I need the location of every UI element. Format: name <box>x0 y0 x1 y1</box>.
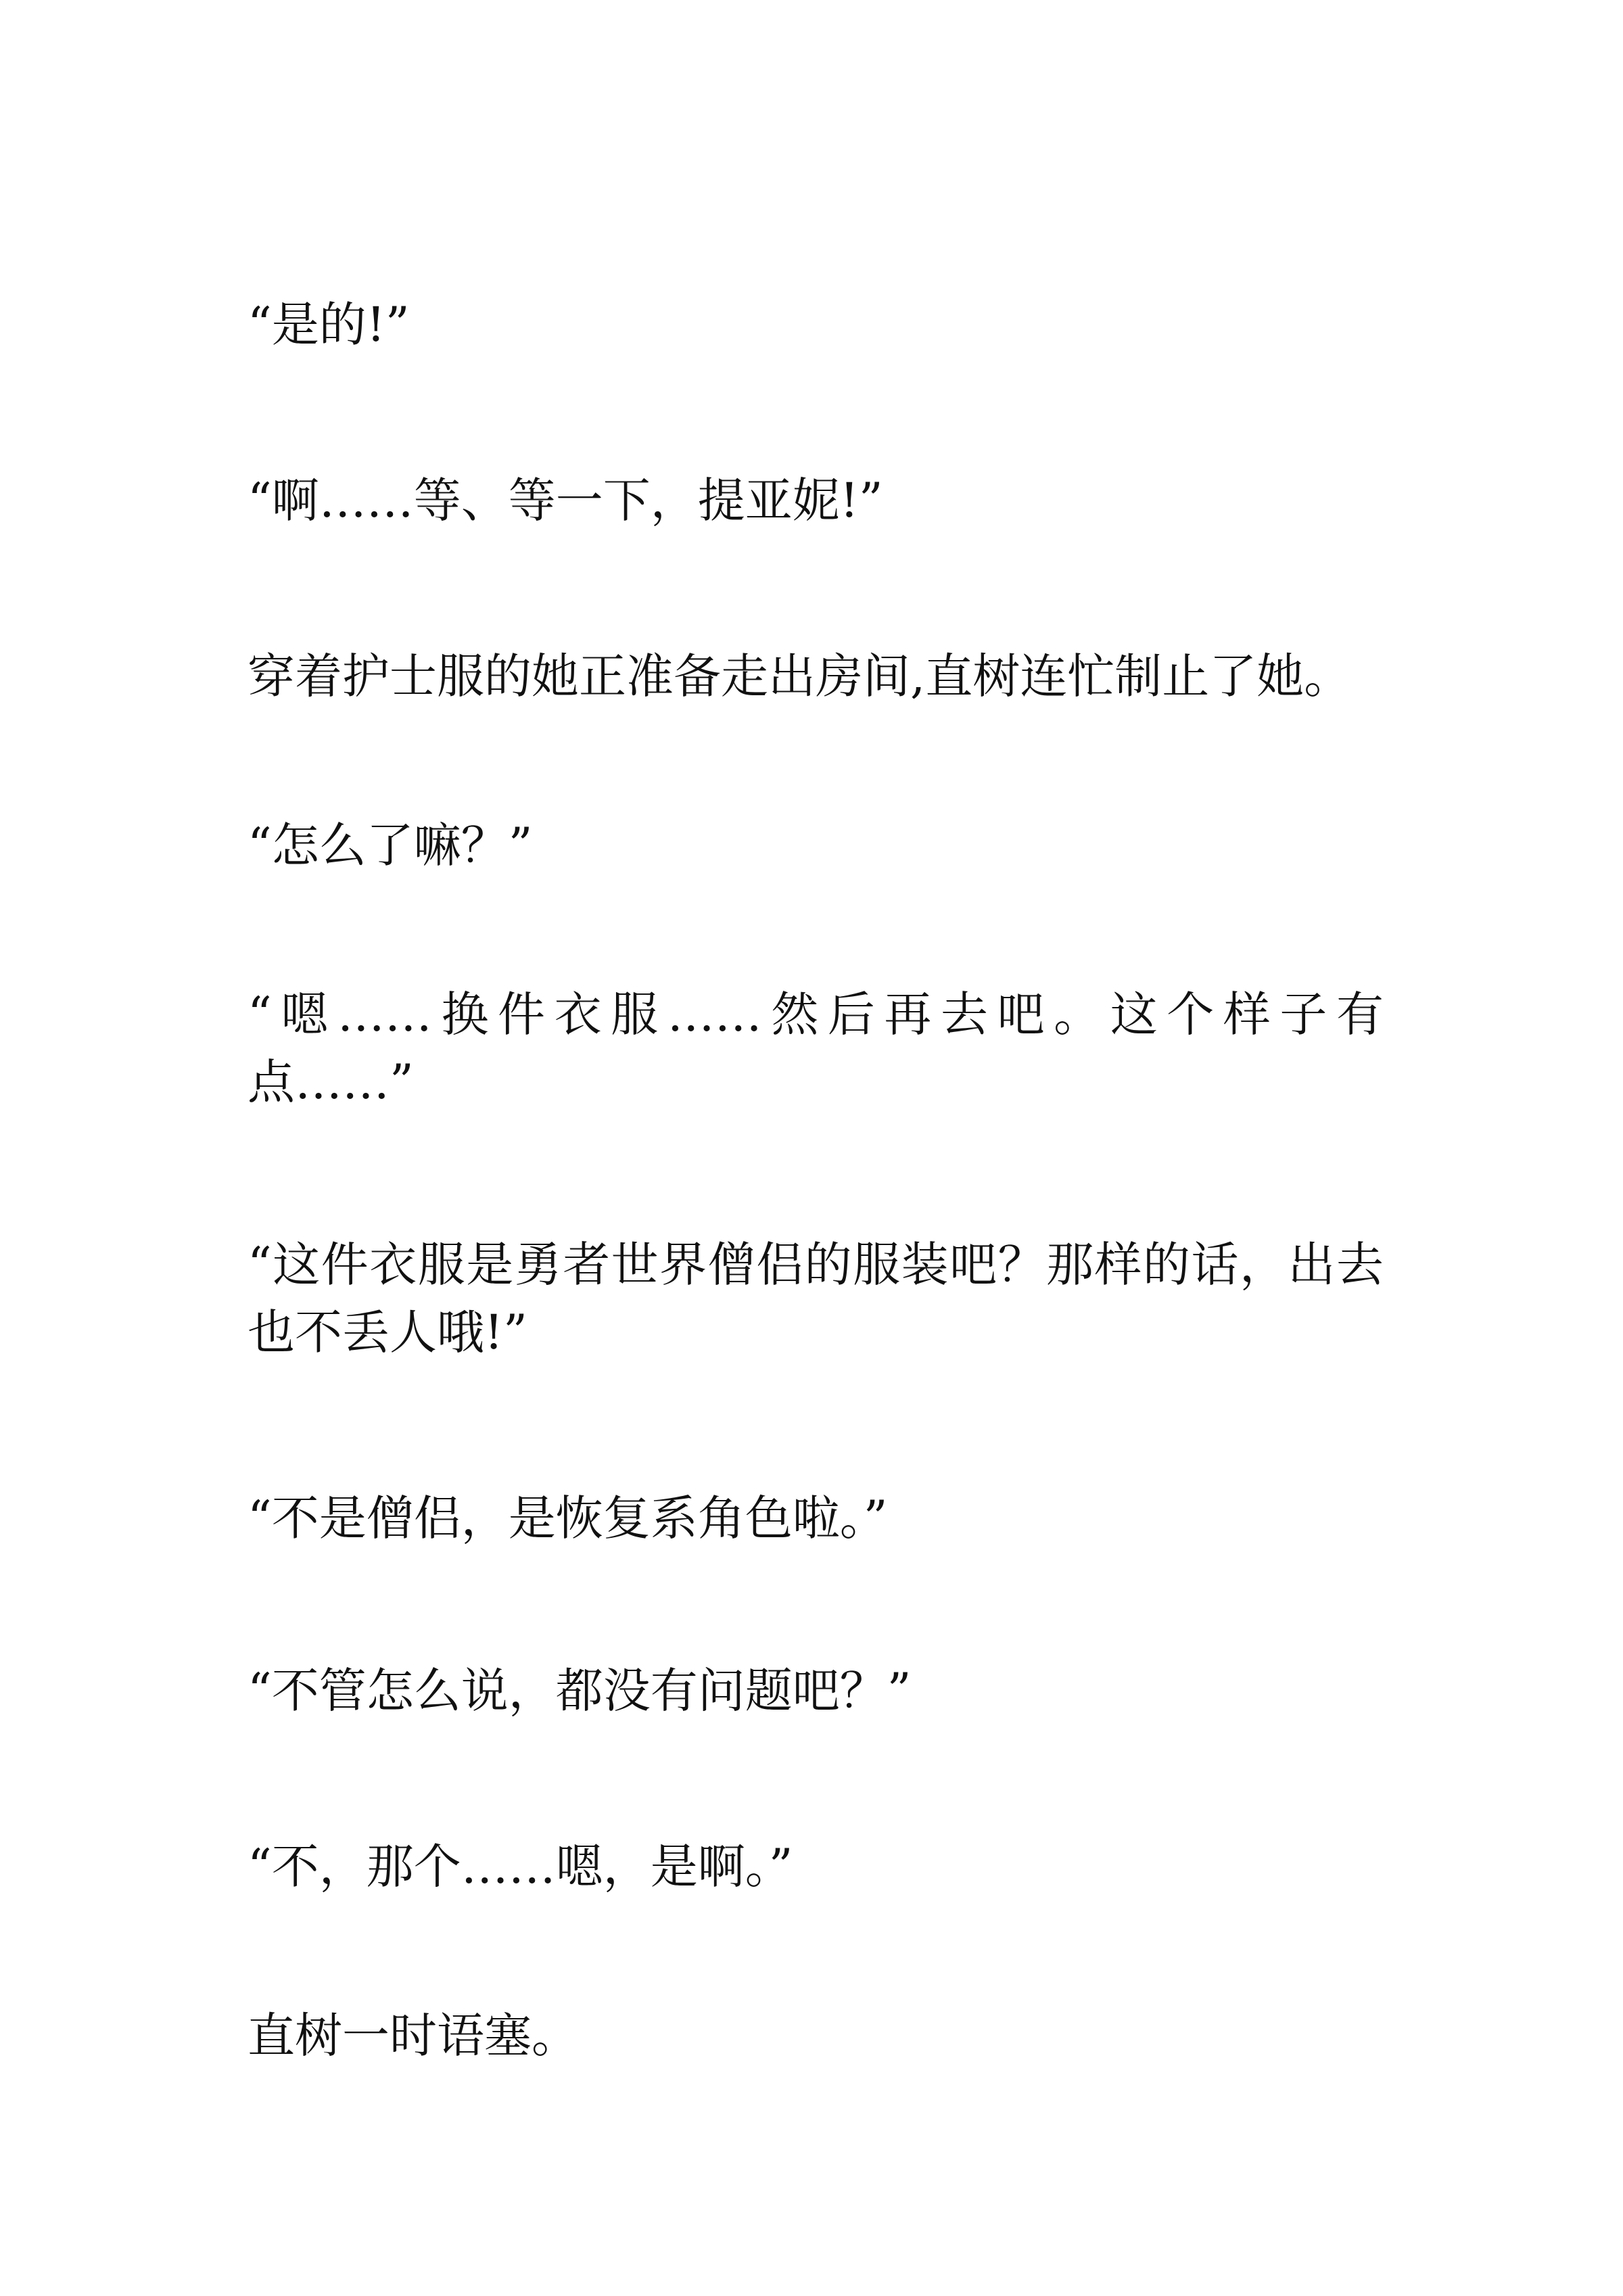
paragraph-2: “啊……等、等一下，提亚妮!” <box>248 473 883 528</box>
paragraph-5: “嗯……换件衣服……然后再去吧。这个样子有点……” <box>248 987 1384 1110</box>
paragraph-3: 穿着护士服的她正准备走出房间,直树连忙制止了她。 <box>248 649 1352 704</box>
paragraph-4: “怎么了嘛？” <box>248 818 533 873</box>
paragraph-9: “不，那个……嗯，是啊。” <box>248 1839 793 1894</box>
paragraph-6: “这件衣服是勇者世界僧侣的服装吧？那样的话，出去也不丢人哦!” <box>248 1237 1384 1360</box>
paragraph-8: “不管怎么说，都没有问题吧？” <box>248 1663 912 1718</box>
paragraph-1: “是的!” <box>248 297 410 352</box>
paragraph-10: 直树一时语塞。 <box>248 2008 579 2063</box>
paragraph-7: “不是僧侣，是恢复系角色啦。” <box>248 1491 888 1546</box>
